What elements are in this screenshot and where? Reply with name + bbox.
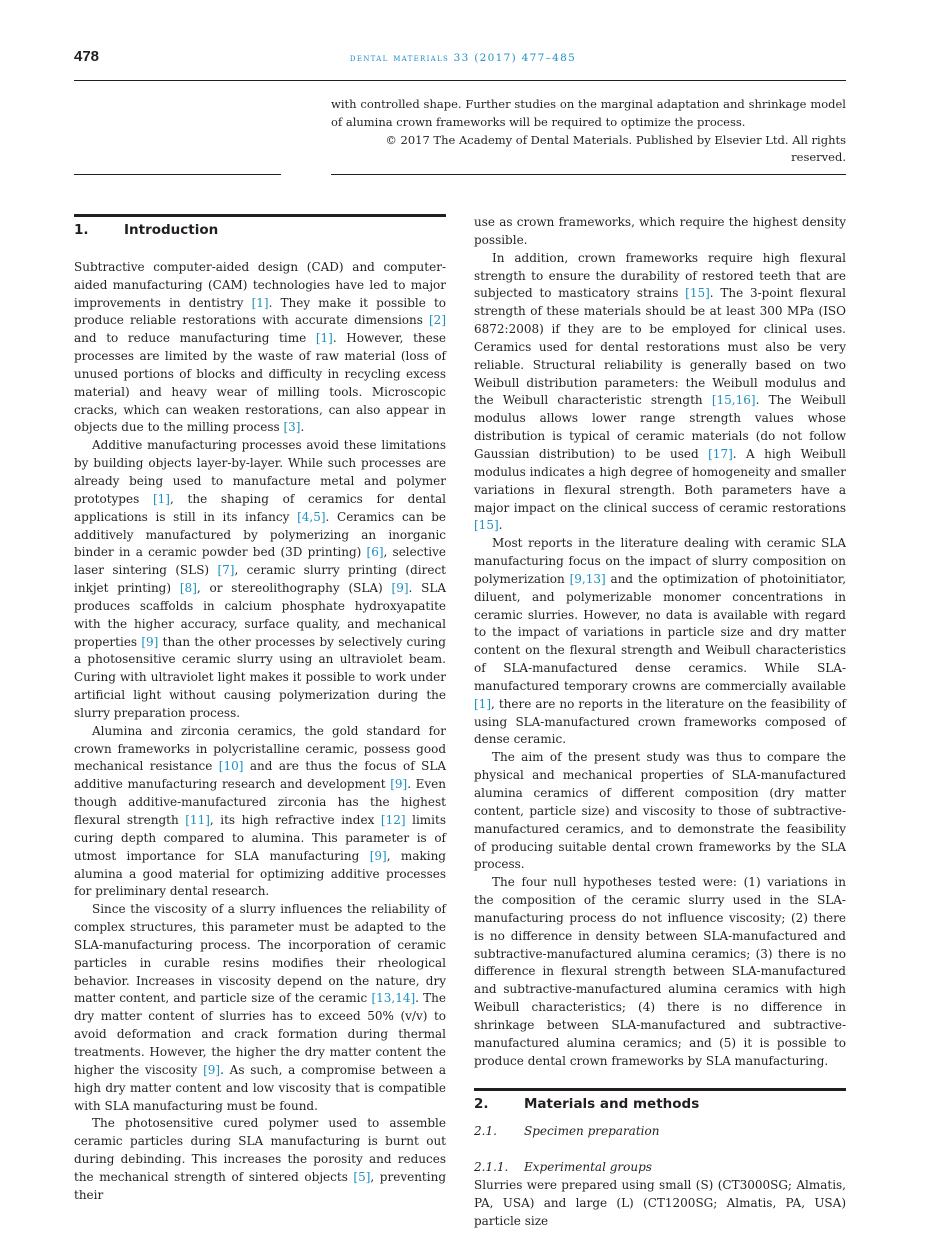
abstract-text: with controlled shape. Further studies on the marginal adaptation and shrinkage model of alumina crown frameworks will be required to optimize the process.	[331, 97, 846, 129]
citation-link[interactable]: [10]	[218, 759, 244, 774]
citation-link[interactable]: [12]	[380, 813, 406, 827]
citation-link[interactable]: [9,13]	[569, 571, 606, 586]
paragraph: Alumina and zirconia ceramics, the gold standard for crown frameworks in polycristalline ceramic, possess good mechanical resistance [10] and are thus the focus of SLA additive manufacturing research and development [9]. Even though additive-manufactured zirconia has the highest flexural strength [11], its high refractive index [12] limits curing depth compared to alumina. This parameter is of utmost importance for SLA manufacturing [9], making alumina a good material for optimizing additive processes for preliminary dental research.	[74, 723, 446, 899]
paragraph: In addition, crown frameworks require high flexural strength to ensure the durability of restored teeth that are subjected to masticatory strains [15]. The 3-point flexural strength of these materials should be at least 300 MPa (ISO 6872:2008) if they are to be employed for clinical uses. Ceramics used for dental restorations must also be very reliable. Structural reliability is generally based on two Weibull distribution parameters: the Weibull modulus and the Weibull characteristic strength [15,16]. The Weibull modulus allows lower range strength values whose distribution is typical of ceramic materials (do not follow Gaussian distribution) to be used [17]. A high Weibull modulus indicates a high degree of homogeneity and smaller variations in flexural strength. Both parameters have a major impact on the clinical success of ceramic restorations [15].	[474, 250, 847, 533]
citation-link[interactable]: [1]	[315, 331, 333, 346]
paragraph: Most reports in the literature dealing with ceramic SLA manufacturing focus on the impact of slurry composition on polymerization [9,13] and the optimization of photoinitiator, diluent, and polymerizable monomer concentrations in ceramic slurries. However, no data is available with regard to the impact of variations in particle size and dry matter content on the flexural strength and Weibull characteristics of SLA-manufactured dense ceramics. While SLA-manufactured temporary crowns are commercially available [1], there are no reports in the literature on the feasibility of using SLA-manufactured crown frameworks composed of dense ceramic.	[474, 536, 847, 747]
citation-link[interactable]: [17]	[708, 446, 733, 461]
citation-link[interactable]: [6]	[366, 545, 384, 560]
right-column	[474, 214, 846, 1231]
subsection-heading	[474, 1123, 846, 1141]
citation-link[interactable]: [5]	[353, 1169, 371, 1184]
paragraph: Since the viscosity of a slurry influences the reliability of complex structures, this parameter must be adapted to the SLA-manufacturing process. The incorporation of ceramic particles in curable resins modifies their rheological behavior. Increases in viscosity depend on the nature, dry matter content, and particle size of the ceramic [13,14]. The dry matter content of slurries has to exceed 50% (v/v) to avoid deformation and crack formation during thermal treatments. However, the higher the dry matter content the higher the viscosity [9]. As such, a compromise between a high dry matter content and low viscosity that is compatible with SLA manufacturing must be found.	[74, 902, 447, 1113]
subsection-title: Specimen preparation	[524, 1124, 660, 1139]
citation-link[interactable]: [9]	[390, 777, 408, 792]
paragraph: Slurries were prepared using small (S) (CT3000SG; Almatis, PA, USA) and large (L) (CT1200SG; Almatis, PA, USA) particle size	[474, 1178, 846, 1228]
subsection-number: 2.1.	[474, 1124, 497, 1139]
abstract-tail	[331, 96, 846, 167]
citation-link[interactable]: [15]	[474, 518, 499, 533]
citation-link[interactable]: [3]	[283, 420, 301, 435]
section-heading-introduction	[74, 214, 446, 240]
section-number: 1.	[74, 222, 89, 238]
citation-link[interactable]: [4,5]	[297, 509, 326, 524]
citation-link[interactable]: [15,16]	[711, 393, 756, 408]
section-heading-materials-methods	[474, 1088, 846, 1114]
paragraph: The photosensitive cured polymer used to assemble ceramic particles during SLA manufacturing is burnt out during debinding. This increases the porosity and reduces the mechanical strength of sintered objects [5], preventing their	[74, 1116, 446, 1202]
citation-link[interactable]: [15]	[685, 286, 710, 301]
citation-link[interactable]: [1]	[251, 295, 269, 310]
subsubsection-number: 2.1.1.	[474, 1160, 509, 1175]
page-number: 478	[74, 48, 100, 65]
journal-running-head: dental materials 33 (2017) 477–485	[349, 52, 577, 64]
citation-link[interactable]: [13,14]	[371, 991, 416, 1006]
citation-link[interactable]: [9]	[141, 634, 159, 649]
left-column	[74, 214, 446, 1205]
citation-link[interactable]: [1]	[152, 491, 170, 506]
citation-link[interactable]: [11]	[185, 813, 210, 827]
citation-link[interactable]: [9]	[369, 848, 387, 863]
paragraph: use as crown frameworks, which require the highest density possible.	[474, 215, 846, 247]
subsubsection-title: Experimental groups	[524, 1160, 652, 1175]
section-number: 2.	[474, 1095, 489, 1112]
citation-link[interactable]: [2]	[429, 313, 446, 328]
abstract-rule-left	[74, 174, 281, 175]
paragraph: Subtractive computer-aided design (CAD) and computer-aided manufacturing (CAM) technologies have led to major improvements in dentistry [1]. They make it possible to produce reliable restorations with accurate dimensions [2] and to reduce manufacturing time [1]. However, these processes are limited by the waste of raw material (loss of unused portions of blocks and difficulty in recycling excess material) and heavy wear of milling tools. Microscopic cracks, which can weaken restorations, can also appear in objects due to the milling process [3].	[74, 259, 447, 435]
citation-link[interactable]: [7]	[217, 563, 235, 578]
paragraph: The four null hypotheses tested were: (1) variations in the composition of the ceramic slurry used in the SLA-manufacturing process do not influence viscosity; (2) there is no difference in density between SLA-manufactured and subtractive-manufactured alumina ceramics; (3) there is no difference in flexural strength between SLA-manufactured and subtractive-manufactured alumina ceramics with high Weibull characteristics; (4) there is no difference in shrinkage between SLA-manufactured and subtractive-manufactured alumina ceramics; and (5) it is possible to produce dental crown frameworks by SLA manufacturing.	[474, 875, 846, 1068]
section-title: Introduction	[124, 222, 219, 238]
citation-link[interactable]: [9]	[391, 581, 409, 596]
header-rule	[74, 80, 846, 81]
paragraph: The aim of the present study was thus to compare the physical and mechanical properties of SLA-manufactured alumina ceramics of different composition (dry matter content, particle size) and viscosity to those of subtractive-manufactured ceramics, and to demonstrate the feasibility of producing suitable dental crown frameworks by the SLA process.	[474, 750, 846, 872]
citation-link[interactable]: [8]	[179, 581, 197, 596]
citation-link[interactable]: [1]	[474, 696, 491, 711]
copyright-notice: © 2017 The Academy of Dental Materials. Published by Elsevier Ltd. All rights reserved.	[385, 132, 846, 165]
paragraph: Additive manufacturing processes avoid these limitations by building objects layer-by-layer. While such processes are already being used to manufacture metal and polymer prototypes [1], the shaping of ceramics for dental applications is still in its infancy [4,5]. Ceramics can be additively manufactured by polymerizing an inorganic binder in a ceramic powder bed (3D printing) [6], selective laser sintering (SLS) [7], ceramic slurry printing (direct inkjet printing) [8], or stereolithography (SLA) [9]. SLA produces scaffolds in calcium phosphate hydroxyapatite with the higher accuracy, surface quality, and mechanical properties [9] than the other processes by selectively curing a photosensitive ceramic slurry using an ultraviolet beam. Curing with ultraviolet light makes it possible to work under artificial light without causing polymerization during the slurry preparation process.	[74, 438, 447, 720]
citation-link[interactable]: [9]	[203, 1062, 221, 1077]
section-title: Materials and methods	[524, 1095, 700, 1112]
subsubsection-heading	[474, 1159, 846, 1177]
abstract-rule-right	[331, 174, 846, 175]
